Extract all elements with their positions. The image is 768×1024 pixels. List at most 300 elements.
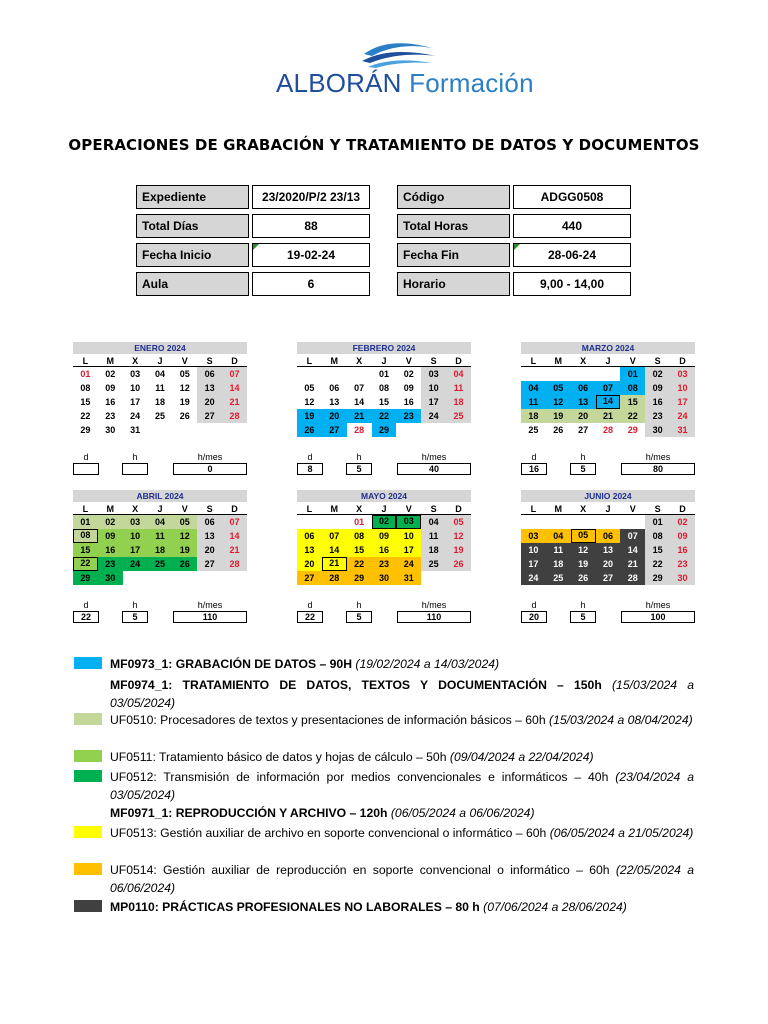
weekday-header: D	[446, 502, 471, 515]
weekday-header: V	[620, 502, 645, 515]
calendar-day: 28	[222, 409, 247, 423]
legend-label: MP0110: PRÁCTICAS PROFESIONALES NO LABORALES – 80 h	[110, 900, 480, 914]
month-summary-marzo	[521, 452, 695, 478]
legend-label: UF0512: Transmisión de información por medios convencionales e informáticos – 40h	[110, 770, 609, 784]
summary-hours: 5	[346, 611, 372, 623]
info-label-aula: Aula	[136, 272, 249, 296]
calendar-day: 29	[347, 571, 372, 585]
weekday-header: S	[645, 354, 670, 367]
calendar-day: 30	[372, 571, 397, 585]
summary-label-h: h	[132, 600, 138, 610]
calendar-day: 01	[620, 367, 645, 381]
calendar-day: 07	[596, 381, 621, 395]
calendar-day: 15	[378, 397, 389, 407]
weekday-header: S	[421, 354, 446, 367]
calendar-day: 23	[372, 557, 397, 571]
weekday-header: V	[172, 354, 197, 367]
calendar-day: 25	[154, 411, 165, 421]
weekday-header: J	[148, 354, 173, 367]
calendar-day: 21	[322, 557, 347, 571]
legend-dates: (09/04/2024 a 22/04/2024)	[449, 750, 594, 764]
summary-label-hmes: h/mes	[197, 600, 223, 610]
calendar-day: 20	[596, 557, 621, 571]
weekday-header: S	[421, 502, 446, 515]
calendar-day: 23	[670, 557, 695, 571]
legend-label: UF0513: Gestión auxiliar de archivo en soporte convencional o informático – 60h	[110, 826, 547, 840]
calendar-day: 04	[154, 369, 165, 379]
calendar-day: 16	[645, 395, 670, 409]
empty-cell	[571, 515, 596, 529]
summary-days: 22	[297, 611, 323, 623]
calendar-day: 08	[645, 529, 670, 543]
calendar-day: 04	[546, 529, 571, 543]
calendar-day: 27	[596, 571, 621, 585]
calendar-day: 15	[620, 395, 645, 409]
calendar-day: 12	[304, 397, 315, 407]
summary-label-hmes: h/mes	[421, 452, 447, 462]
empty-cell	[347, 367, 372, 381]
weekday-header: D	[222, 354, 247, 367]
weekday-header: L	[521, 502, 546, 515]
empty-cell	[596, 367, 621, 381]
calendar-day: 28	[354, 425, 365, 435]
calendar-day: 25	[528, 425, 539, 435]
calendar-day: 30	[98, 571, 123, 585]
calendar-day: 03	[521, 529, 546, 543]
calendar-day: 18	[154, 397, 165, 407]
weekday-header: X	[347, 354, 372, 367]
calendar-day: 29	[372, 423, 397, 437]
calendar-day: 06	[297, 529, 322, 543]
calendar-day: 14	[596, 395, 621, 409]
info-value-expediente: 23/2020/P/2 23/13	[252, 185, 370, 209]
calendar-day: 09	[105, 383, 116, 393]
calendar-day: 14	[354, 397, 365, 407]
calendar-day: 10	[421, 381, 446, 395]
legend-swatch	[74, 770, 102, 782]
month-summary-abril	[73, 600, 247, 626]
calendar-day: 31	[396, 571, 421, 585]
calendar-month-mayo	[297, 490, 471, 585]
calendar-day: 05	[446, 515, 471, 529]
calendar-day: 17	[123, 543, 148, 557]
calendar-day: 09	[645, 381, 670, 395]
calendar-day: 22	[347, 557, 372, 571]
empty-cell	[322, 367, 347, 381]
summary-label-d: d	[83, 452, 89, 462]
calendar-day: 09	[372, 529, 397, 543]
summary-days: 8	[297, 463, 323, 475]
month-summary-junio	[521, 600, 695, 626]
summary-hours: 5	[570, 611, 596, 623]
legend-text	[110, 655, 694, 673]
legend-text	[110, 861, 694, 897]
calendar-day: 06	[197, 367, 222, 381]
legend-dates: (06/05/2024 a 06/06/2024)	[390, 806, 535, 820]
info-label-expediente: Expediente	[136, 185, 249, 209]
calendar-day: 05	[172, 515, 197, 529]
calendar-day: 16	[105, 397, 116, 407]
weekday-header: J	[148, 502, 173, 515]
calendar-day: 18	[446, 395, 471, 409]
calendar-month-enero	[73, 342, 247, 437]
calendar-day: 28	[602, 425, 613, 435]
month-grid	[297, 354, 471, 437]
calendar-day: 13	[571, 395, 596, 409]
calendar-day: 21	[620, 557, 645, 571]
weekday-header: S	[645, 502, 670, 515]
calendar-day: 05	[546, 381, 571, 395]
calendar-day: 16	[403, 397, 414, 407]
calendar-day: 01	[80, 369, 91, 379]
summary-hours: 5	[570, 463, 596, 475]
legend-text	[110, 824, 694, 842]
weekday-header: L	[73, 354, 98, 367]
calendar-day: 20	[197, 395, 222, 409]
calendar-day: 14	[222, 381, 247, 395]
calendar-day: 01	[378, 369, 389, 379]
weekday-header: V	[396, 354, 421, 367]
calendar-day: 05	[304, 383, 315, 393]
weekday-header: M	[98, 502, 123, 515]
weekday-header: D	[670, 354, 695, 367]
weekday-header: S	[197, 502, 222, 515]
calendar-day: 07	[620, 529, 645, 543]
calendar-day: 06	[329, 383, 340, 393]
calendar-day: 25	[421, 557, 446, 571]
weekday-header: V	[172, 502, 197, 515]
calendar-day: 19	[571, 557, 596, 571]
weekday-header: M	[98, 354, 123, 367]
calendar-day: 11	[421, 529, 446, 543]
calendar-month-marzo	[521, 342, 695, 437]
calendar-month-junio	[521, 490, 695, 585]
info-label-total-dias: Total Días	[136, 214, 249, 238]
legend-swatch	[74, 657, 102, 669]
calendar-day: 19	[179, 397, 190, 407]
month-title: MAYO 2024	[297, 490, 471, 502]
empty-cell	[571, 367, 596, 381]
summary-days: 20	[521, 611, 547, 623]
calendar-day: 16	[372, 543, 397, 557]
calendar-month-abril	[73, 490, 247, 585]
legend-text	[110, 898, 694, 916]
weekday-header: J	[596, 502, 621, 515]
calendar-day: 20	[571, 409, 596, 423]
calendar-day: 25	[148, 557, 173, 571]
empty-cell	[322, 515, 347, 529]
calendar-day: 24	[396, 557, 421, 571]
logo-wordmark: ALBORÁN Formación	[276, 68, 534, 98]
calendar-day: 18	[521, 409, 546, 423]
calendar-day: 17	[521, 557, 546, 571]
calendar-day: 11	[148, 529, 173, 543]
calendar-day: 03	[396, 515, 421, 529]
summary-hours-month: 110	[173, 611, 247, 623]
month-title: MARZO 2024	[521, 342, 695, 354]
calendar-day: 02	[372, 515, 397, 529]
calendar-day: 08	[73, 529, 98, 543]
calendar-day: 26	[553, 425, 564, 435]
calendar-day: 13	[197, 529, 222, 543]
calendar-day: 02	[105, 369, 116, 379]
month-title: FEBRERO 2024	[297, 342, 471, 354]
calendar-day: 26	[571, 571, 596, 585]
info-label-horario: Horario	[397, 272, 510, 296]
month-summary-mayo	[297, 600, 471, 626]
calendar-day: 29	[80, 425, 91, 435]
calendar-day: 31	[130, 425, 141, 435]
calendar-day: 30	[670, 571, 695, 585]
alboran-logo	[270, 40, 534, 100]
calendar-day: 07	[222, 367, 247, 381]
calendar-day: 22	[80, 411, 91, 421]
weekday-header: X	[571, 502, 596, 515]
summary-label-hmes: h/mes	[645, 600, 671, 610]
calendar-day: 02	[645, 367, 670, 381]
calendar-day: 30	[645, 423, 670, 437]
calendar-day: 11	[446, 381, 471, 395]
weekday-header: X	[347, 502, 372, 515]
calendar-day: 18	[421, 543, 446, 557]
weekday-header: X	[123, 502, 148, 515]
month-grid	[73, 354, 247, 437]
calendar-day: 12	[179, 383, 190, 393]
legend-dates: (07/06/2024 a 28/06/2024)	[483, 900, 627, 914]
summary-hours: 5	[122, 611, 148, 623]
weekday-header: V	[396, 502, 421, 515]
summary-label-h: h	[356, 452, 362, 462]
calendar-day: 07	[354, 383, 365, 393]
legend-swatch	[74, 713, 102, 725]
info-value-fecha-fin: 28-06-24	[513, 243, 631, 267]
summary-label-h: h	[132, 452, 138, 462]
calendar-day: 23	[396, 409, 421, 423]
calendar-day: 26	[297, 423, 322, 437]
calendar-day: 02	[98, 515, 123, 529]
calendar-day: 22	[620, 409, 645, 423]
calendar-day: 29	[645, 571, 670, 585]
calendar-day: 18	[148, 543, 173, 557]
weekday-header: J	[372, 354, 397, 367]
calendar-day: 24	[123, 557, 148, 571]
calendar-day: 10	[130, 383, 141, 393]
legend-swatch	[74, 826, 102, 838]
calendar-day: 25	[446, 409, 471, 423]
calendar-day: 21	[222, 543, 247, 557]
calendar-day: 30	[105, 425, 116, 435]
calendar-day: 19	[446, 543, 471, 557]
info-label-codigo: Código	[397, 185, 510, 209]
calendar-day: 15	[73, 543, 98, 557]
calendar-day: 23	[645, 409, 670, 423]
calendar-day: 02	[670, 515, 695, 529]
calendar-day: 10	[123, 529, 148, 543]
calendar-day: 31	[670, 423, 695, 437]
summary-hours: 5	[346, 463, 372, 475]
calendar-day: 26	[179, 411, 190, 421]
calendar-day: 03	[130, 369, 141, 379]
calendar-day: 26	[446, 557, 471, 571]
calendar-day: 26	[172, 557, 197, 571]
calendar-day: 24	[130, 411, 141, 421]
summary-label-h: h	[356, 600, 362, 610]
calendar-day: 21	[222, 395, 247, 409]
calendar-day: 13	[596, 543, 621, 557]
weekday-header: L	[521, 354, 546, 367]
weekday-header: V	[620, 354, 645, 367]
calendar-day: 06	[571, 381, 596, 395]
calendar-day: 11	[546, 543, 571, 557]
calendar-day: 29	[627, 425, 638, 435]
calendar-day: 11	[155, 383, 165, 393]
summary-label-d: d	[531, 600, 537, 610]
calendar-day: 20	[197, 543, 222, 557]
waves-logo-icon	[360, 40, 438, 68]
calendar-day: 27	[197, 557, 222, 571]
calendar-day: 04	[148, 515, 173, 529]
weekday-header: D	[446, 354, 471, 367]
calendar-day: 03	[123, 515, 148, 529]
info-label-total-horas: Total Horas	[397, 214, 510, 238]
calendar-day: 10	[670, 381, 695, 395]
weekday-header: D	[670, 502, 695, 515]
calendar-day: 17	[130, 397, 141, 407]
weekday-header: M	[322, 354, 347, 367]
calendar-day: 09	[403, 383, 414, 393]
month-title: ENERO 2024	[73, 342, 247, 354]
month-summary-enero	[73, 452, 247, 478]
legend-text	[110, 676, 694, 712]
calendar-day: 13	[297, 543, 322, 557]
calendar-day: 23	[105, 411, 116, 421]
calendar-day: 12	[571, 543, 596, 557]
calendar-day: 17	[670, 395, 695, 409]
legend-label: UF0514: Gestión auxiliar de reproducción en soporte convencional o informático – 60h	[110, 863, 610, 877]
calendar-day: 06	[596, 529, 621, 543]
calendar-day: 27	[578, 425, 589, 435]
summary-hours-month: 110	[397, 611, 471, 623]
summary-label-d: d	[531, 452, 537, 462]
weekday-header: S	[197, 354, 222, 367]
empty-cell	[596, 515, 621, 529]
summary-hours-month: 0	[173, 463, 247, 475]
calendar-day: 08	[378, 383, 389, 393]
calendar-day: 29	[73, 571, 98, 585]
info-value-horario: 9,00 - 14,00	[513, 272, 631, 296]
calendar-day: 01	[645, 515, 670, 529]
summary-days	[73, 463, 99, 475]
calendar-day: 12	[172, 529, 197, 543]
summary-hours-month: 40	[397, 463, 471, 475]
calendar-day: 13	[197, 381, 222, 395]
calendar-day: 16	[98, 543, 123, 557]
calendar-day: 16	[670, 543, 695, 557]
calendar-day: 09	[98, 529, 123, 543]
legend-text	[110, 748, 694, 766]
info-value-codigo: ADGG0508	[513, 185, 631, 209]
calendar-day: 12	[546, 395, 571, 409]
empty-cell	[546, 367, 571, 381]
calendar-day: 19	[172, 543, 197, 557]
calendar-day: 20	[322, 409, 347, 423]
weekday-header: X	[571, 354, 596, 367]
calendar-day: 27	[197, 409, 222, 423]
calendar-day: 11	[521, 395, 546, 409]
info-value-total-dias: 88	[252, 214, 370, 238]
summary-label-d: d	[307, 600, 313, 610]
calendar-day: 28	[222, 557, 247, 571]
legend-label: MF0973_1: GRABACIÓN DE DATOS – 90H	[110, 657, 353, 671]
weekday-header: D	[222, 502, 247, 515]
calendar-day: 13	[329, 397, 340, 407]
summary-hours-month: 80	[621, 463, 695, 475]
calendar-day: 17	[396, 543, 421, 557]
calendar-day: 22	[645, 557, 670, 571]
calendar-day: 15	[80, 397, 91, 407]
calendar-day: 04	[446, 367, 471, 381]
summary-label-hmes: h/mes	[421, 600, 447, 610]
calendar-day: 07	[222, 515, 247, 529]
calendar-day: 14	[620, 543, 645, 557]
summary-label-hmes: h/mes	[645, 452, 671, 462]
summary-days: 22	[73, 611, 99, 623]
calendar-day: 12	[446, 529, 471, 543]
empty-cell	[297, 515, 322, 529]
legend-text	[110, 768, 694, 804]
weekday-header: L	[73, 502, 98, 515]
calendar-day: 24	[521, 571, 546, 585]
calendar-day: 27	[297, 571, 322, 585]
legend-swatch	[74, 900, 102, 912]
summary-days: 16	[521, 463, 547, 475]
empty-cell	[521, 515, 546, 529]
calendar-day: 27	[322, 423, 347, 437]
calendar-day: 03	[421, 367, 446, 381]
calendar-day: 20	[297, 557, 322, 571]
legend-label: UF0511: Tratamiento básico de datos y hojas de cálculo – 50h	[110, 750, 447, 764]
empty-cell	[521, 367, 546, 381]
legend-swatch	[74, 863, 102, 875]
weekday-header: X	[123, 354, 148, 367]
calendar-day: 22	[73, 557, 98, 571]
calendar-day: 21	[347, 409, 372, 423]
legend-dates: (19/02/2024 a 14/03/2024)	[355, 657, 500, 671]
legend-dates: (15/03/2024 a 08/04/2024)	[549, 713, 693, 727]
calendar-day: 01	[354, 517, 365, 527]
legend-dates: (22/05/2024 a 06/06/2024)	[110, 863, 694, 895]
info-value-total-horas: 440	[513, 214, 631, 238]
calendar-day: 07	[322, 529, 347, 543]
weekday-header: M	[546, 354, 571, 367]
weekday-header: M	[322, 502, 347, 515]
calendar-day: 15	[645, 543, 670, 557]
calendar-day: 04	[421, 515, 446, 529]
calendar-day: 04	[521, 381, 546, 395]
summary-hours-month: 100	[621, 611, 695, 623]
empty-cell	[297, 367, 322, 381]
calendar-day: 03	[670, 367, 695, 381]
comment-marker-icon	[253, 244, 259, 250]
calendar-day: 14	[322, 543, 347, 557]
weekday-header: M	[546, 502, 571, 515]
legend-dates: (23/04/2024 a 03/05/2024)	[110, 770, 694, 802]
calendar-day: 09	[670, 529, 695, 543]
calendar-day: 10	[521, 543, 546, 557]
legend-text	[110, 711, 694, 729]
legend-label: MF0974_1: TRATAMIENTO DE DATOS, TEXTOS Y DOCUMENTACIÓN – 150h	[110, 678, 602, 692]
month-grid	[521, 354, 695, 437]
